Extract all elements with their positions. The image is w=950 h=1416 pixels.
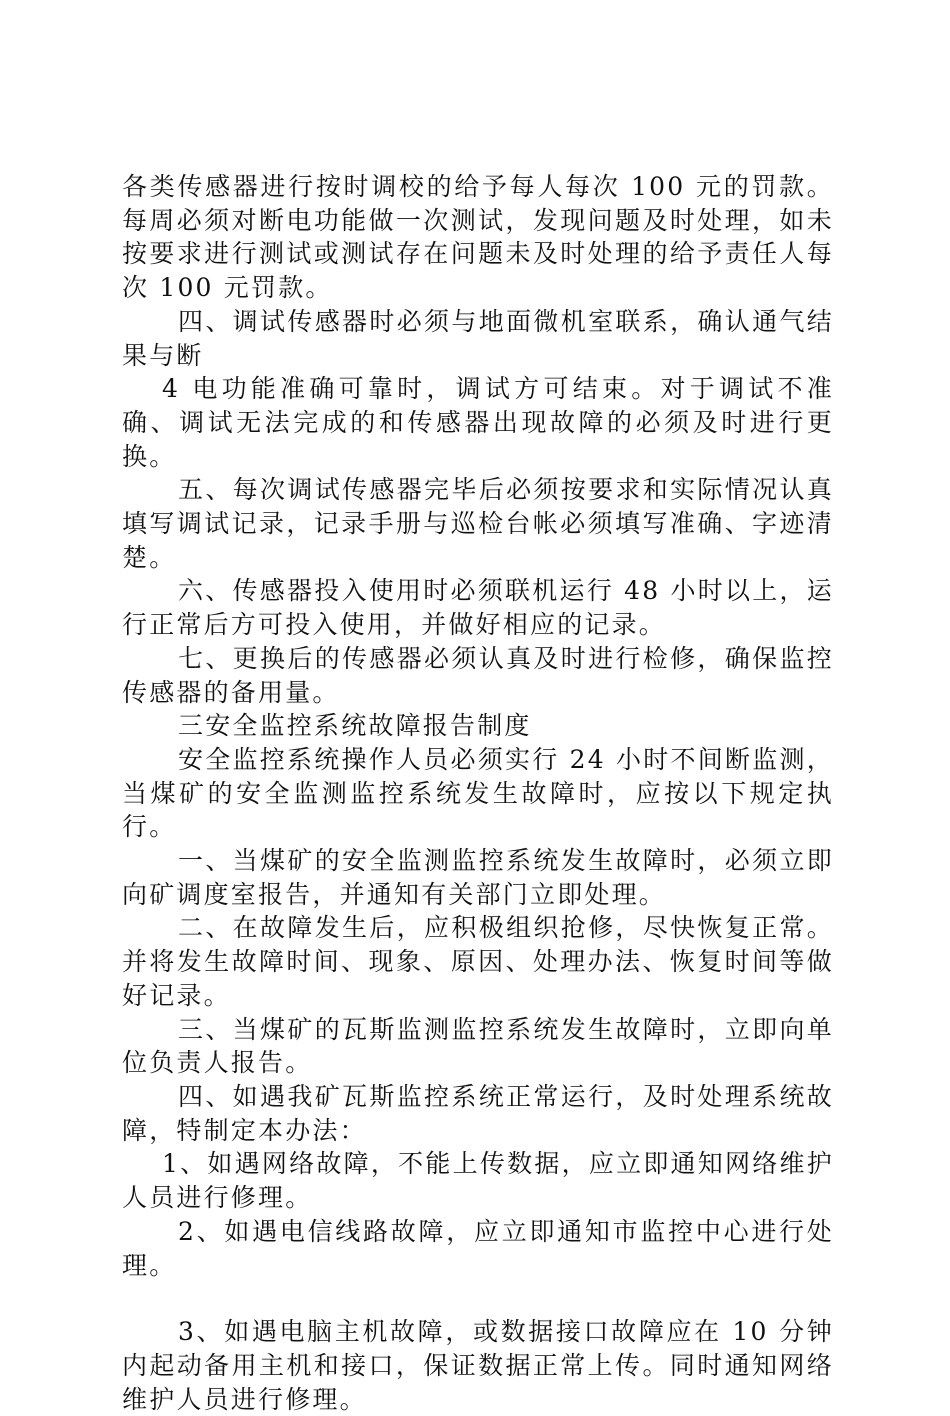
paragraph-fault-item-4: 四、如遇我矿瓦斯监控系统正常运行，及时处理系统故障，特制定本办法： — [122, 1081, 834, 1145]
paragraph-fault-item-2: 二、在故障发生后，应积极组织抢修，尽快恢复正常。并将发生故障时间、现象、原因、处理办法、恢复时间等做好记录。 — [122, 913, 834, 1010]
paragraph-subitem-3: 3、如遇电脑主机故障，或数据接口故障应在 10 分钟内起动备用主机和接口，保证数据正常上传。同时通知网络维护人员进行修理。 — [122, 1317, 834, 1414]
paragraph-penalty-calibration: 各类传感器进行按时调校的给予每人每次 100 元的罚款。每周必须对断电功能做一次测试，发现问题及时处理，如未按要求进行测试或测试存在问题未及时处理的给予责任人每次 100 元罚款。 — [122, 172, 834, 303]
paragraph-item-4-contact: 四、调试传感器时必须与地面微机室联系，确认通气结果与断 — [122, 306, 834, 370]
paragraph-fault-item-1: 一、当煤矿的安全监测监控系统发生故障时，必须立即向矿调度室报告，并通知有关部门立即处理。 — [122, 846, 834, 909]
paragraph-fault-item-3: 三、当煤矿的瓦斯监测监控系统发生故障时，立即向单位负责人报告。 — [122, 1014, 834, 1078]
paragraph-item-7-maintenance: 七、更换后的传感器必须认真及时进行检修，确保监控传感器的备用量。 — [122, 643, 834, 707]
paragraph-subitem-2: 2、如遇电信线路故障，应立即通知市监控中心进行处理。 — [122, 1216, 834, 1280]
paragraph-gap — [122, 1282, 834, 1315]
paragraph-item-4-continued: 4 电功能准确可靠时，调试方可结束。对于调试不准确、调试无法完成的和传感器出现故障的必须及时进行更换。 — [122, 374, 834, 471]
paragraph-item-6-online: 六、传感器投入使用时必须联机运行 48 小时以上，运行正常后方可投入使用，并做好相应的记录。 — [122, 576, 834, 640]
paragraph-fault-intro: 安全监控系统操作人员必须实行 24 小时不间断监测，当煤矿的安全监测监控系统发生故障时，应按以下规定执行。 — [122, 744, 834, 842]
paragraph-subitem-1: 1、如遇网络故障，不能上传数据，应立即通知网络维护人员进行修理。 — [122, 1149, 834, 1213]
section-title-fault-report: 三安全监控系统故障报告制度 — [178, 711, 532, 741]
paragraph-item-5-records: 五、每次调试传感器完毕后必须按要求和实际情况认真填写调试记录，记录手册与巡检台帐必须填写准确、字迹清楚。 — [122, 475, 834, 572]
document-body — [122, 170, 834, 1416]
